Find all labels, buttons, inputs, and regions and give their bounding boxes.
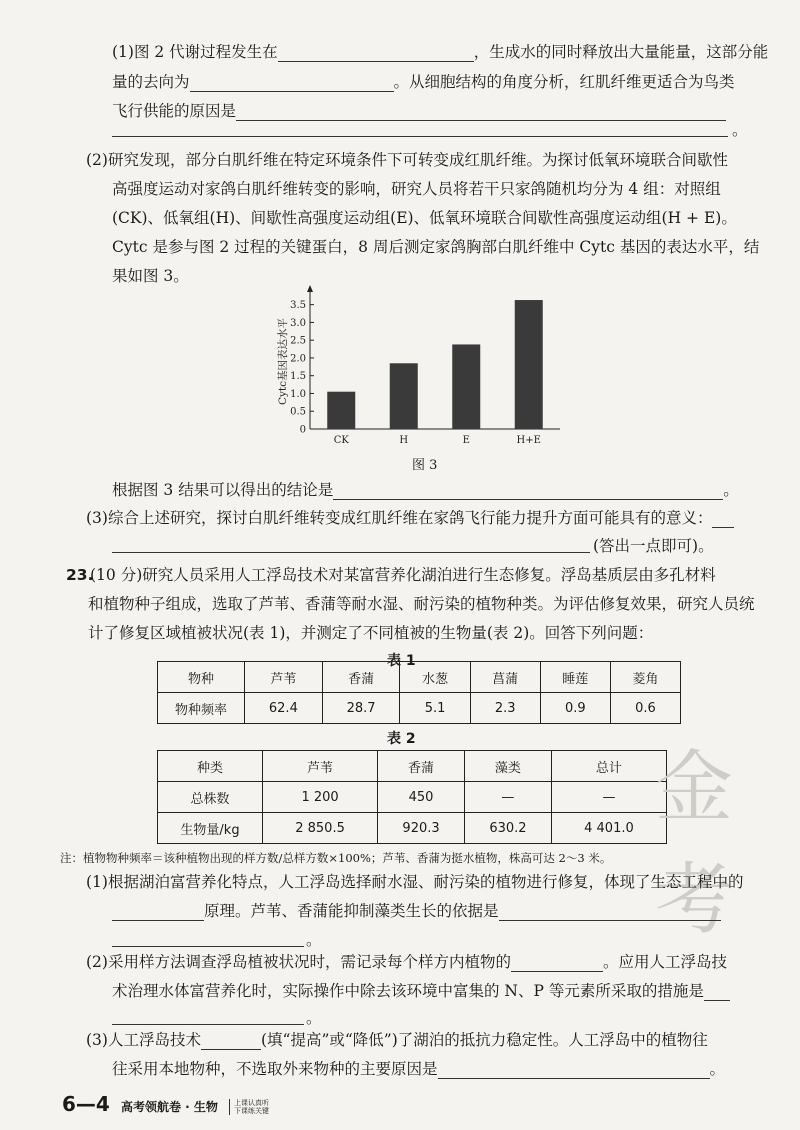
q22-p3-hint: (答出一点即可)。 (593, 537, 714, 555)
table-cell: 0.9 (540, 693, 610, 724)
answer-blank[interactable] (333, 483, 723, 500)
table-cell: 28.7 (322, 693, 400, 724)
q23-s3-text-a: (3)人工浮岛技术 (86, 1031, 201, 1049)
table-cell: 2 850.5 (263, 813, 378, 844)
conclusion-text: 根据图 3 结果可以得出的结论是 (112, 481, 334, 499)
table-cell: 芦苇 (245, 662, 323, 693)
table-cell: 种类 (158, 751, 263, 782)
table-row (158, 813, 667, 844)
q23-s2-text-b: 。应用人工浮岛技 (602, 953, 727, 971)
answer-blank[interactable] (499, 904, 721, 921)
answer-line[interactable] (112, 136, 728, 137)
y-tick-label: 2.5 (290, 335, 306, 347)
table-cell: 630.2 (464, 813, 551, 844)
table-cell: 水葱 (400, 662, 470, 693)
table-cell: 0.6 (610, 693, 680, 724)
q22-p2-line: (2)研究发现，部分白肌纤维在特定环境条件下可转变成红肌纤维。为探讨低氧环境联合间歇性 (86, 151, 728, 169)
q23-s2-line1 (86, 952, 727, 972)
x-tick-label: H (399, 435, 409, 446)
q22-p1-text-b: ，生成水的同时释放出大量能量，这部分能 (473, 43, 769, 61)
table-cell: 物种 (158, 662, 245, 693)
answer-blank[interactable] (511, 955, 603, 972)
answer-blank[interactable] (112, 904, 204, 921)
table-cell: 1 200 (263, 782, 378, 813)
q22-p2-line: (CK)、低氧组(H)、间歇性高强度运动组(E)、低氧环境联合间歇性高强度运动组(H + E)。 (112, 209, 737, 227)
q23-line: (10 分)研究人员采用人工浮岛技术对某富营养化湖泊进行生态修复。浮岛基质层由多孔材料 (90, 566, 716, 584)
table-row (158, 662, 681, 693)
q22-p1-text-c: 量的去向为 (112, 73, 190, 91)
x-tick-label: CK (333, 435, 349, 446)
table-cell: 物种频率 (158, 693, 245, 724)
q23-line: 和植物种子组成，选取了芦苇、香蒲等耐水湿、耐污染的植物种类。为评估修复效果，研究人员统 (88, 595, 755, 613)
q22-p2-line: 果如图 3。 (112, 267, 189, 285)
answer-blank[interactable] (190, 75, 394, 92)
answer-blank[interactable] (236, 104, 726, 121)
q22-p3-text: (3)综合上述研究，探讨白肌纤维转变成红肌纤维在家鸽飞行能力提升方面可能具有的意义： (86, 509, 713, 527)
y-axis-label: Cytc基因表达水平 (277, 317, 289, 406)
y-tick-label: 3.0 (290, 317, 306, 329)
table-cell: 4 401.0 (551, 813, 666, 844)
table-cell: 2.3 (470, 693, 540, 724)
q22-p1-text-e: 飞行供能的原因是 (112, 102, 237, 120)
table-cell: 5.1 (400, 693, 470, 724)
table-cell: 藻类 (464, 751, 551, 782)
bar-e (452, 344, 480, 429)
book-title: 高考领航卷 · 生物 (120, 1100, 218, 1114)
table2 (157, 750, 667, 844)
bar-h (390, 363, 418, 429)
cytc-bar-chart (270, 284, 570, 474)
conclusion-line (112, 480, 739, 500)
table-cell: 菱角 (610, 662, 680, 693)
y-tick-label: 3.5 (290, 300, 306, 312)
table-cell: 920.3 (378, 813, 465, 844)
page-number: 6—4 (62, 1092, 110, 1116)
footer-tag-bottom: 下课练关键 (233, 1106, 269, 1115)
answer-blank[interactable] (712, 511, 734, 528)
table-cell: 总株数 (158, 782, 263, 813)
q22-p1-line1 (112, 42, 768, 62)
q23-s3-line1 (86, 1030, 708, 1050)
x-tick-label: E (462, 435, 470, 446)
q23-s1-line2 (112, 901, 721, 921)
question-number: 23. (66, 566, 94, 584)
q23-s1-line1: (1)根据湖泊富营养化特点，人工浮岛选择耐水湿、耐污染的植物进行修复，体现了生态工程中的 (86, 873, 744, 891)
q23-s2-text-a: (2)采用样方法调查浮岛植被状况时，需记录每个样方内植物的 (86, 953, 511, 971)
q23-line: 计了修复区域植被状况(表 1)，并测定了不同植被的生物量(表 2)。回答下列问题： (88, 624, 654, 642)
y-tick-label: 0.5 (290, 406, 306, 418)
table-cell: 睡莲 (540, 662, 610, 693)
table-cell: 芦苇 (263, 751, 378, 782)
period: 。 (723, 481, 739, 499)
answer-blank[interactable] (438, 1062, 710, 1079)
q23-s3-line2 (112, 1059, 725, 1079)
bar-h-plus-e (515, 300, 543, 429)
answer-blank[interactable] (704, 984, 730, 1001)
table-cell: 菖蒲 (470, 662, 540, 693)
q23-s3-text-b: (填“提高”或“降低”)了湖泊的抵抗力稳定性。人工浮岛中的植物往 (260, 1031, 708, 1049)
figure-caption: 图 3 (412, 458, 438, 473)
q22-p2-line: Cytc 是参与图 2 过程的关键蛋白，8 周后测定家鸽胸部白肌纤维中 Cytc 基因的表达水平，结 (112, 238, 760, 256)
x-tick-label: H+E (516, 435, 541, 446)
answer-line[interactable] (112, 552, 590, 553)
q23-s3-text-c: 往采用本地物种，不选取外来物种的主要原因是 (112, 1060, 438, 1078)
table-cell: — (464, 782, 551, 813)
table-cell: 生物量/kg (158, 813, 263, 844)
footer-tag (229, 1099, 269, 1115)
table1-caption: 表 1 (387, 653, 416, 669)
y-tick-label: 1.5 (290, 371, 306, 383)
footer-tag-top: 上课认真听 (233, 1098, 269, 1107)
answer-blank[interactable] (278, 45, 474, 62)
q22-p2-line: 高强度运动对家鸽白肌纤维转变的影响，研究人员将若干只家鸽随机均分为 4 组：对照组 (112, 180, 721, 198)
q22-p1-line3 (112, 101, 726, 121)
answer-line[interactable] (112, 946, 304, 947)
q23-s1-text: 原理。芦苇、香蒲能抑制藻类生长的依据是 (204, 902, 499, 920)
y-axis-arrow (307, 285, 313, 292)
q22-p1-text-d: 。从细胞结构的角度分析，红肌纤维更适合为鸟类 (393, 73, 735, 91)
table-row (158, 782, 667, 813)
bar-ck (327, 392, 355, 429)
table2-caption: 表 2 (387, 731, 416, 747)
q23-s2-text-c: 术治理水体富营养化时，实际操作中除去该环境中富集的 N、P 等元素所采取的措施是 (112, 982, 704, 1000)
table-cell: 450 (378, 782, 465, 813)
table-row (158, 751, 667, 782)
y-tick-label: 2.0 (290, 353, 306, 365)
watermark: 金考 (655, 743, 740, 945)
q22-p1-text-a: (1)图 2 代谢过程发生在 (112, 43, 278, 61)
period: 。 (306, 1009, 322, 1027)
table-cell: 62.4 (245, 693, 323, 724)
page-footer (62, 1092, 269, 1116)
period: 。 (709, 1060, 726, 1078)
table-cell: 香蒲 (378, 751, 465, 782)
table-cell: 总计 (551, 751, 666, 782)
period: 。 (732, 121, 748, 139)
table-cell: — (551, 782, 666, 813)
y-tick-label: 0 (299, 424, 306, 436)
q23-s2-line2 (112, 981, 730, 1001)
table-note: 注：植物物种频率＝该种植物出现的样方数/总样方数×100%；芦苇、香蒲为挺水植物，株高可达 2～3 米。 (60, 851, 612, 865)
answer-line[interactable] (112, 1024, 304, 1025)
answer-blank[interactable] (201, 1033, 261, 1050)
q22-p1-line2 (112, 72, 735, 92)
q22-p3-line1 (86, 508, 734, 528)
period: 。 (306, 931, 322, 949)
y-tick-label: 1.0 (290, 388, 306, 400)
table1 (157, 661, 681, 724)
table-row (158, 693, 681, 724)
table-cell: 香蒲 (322, 662, 400, 693)
